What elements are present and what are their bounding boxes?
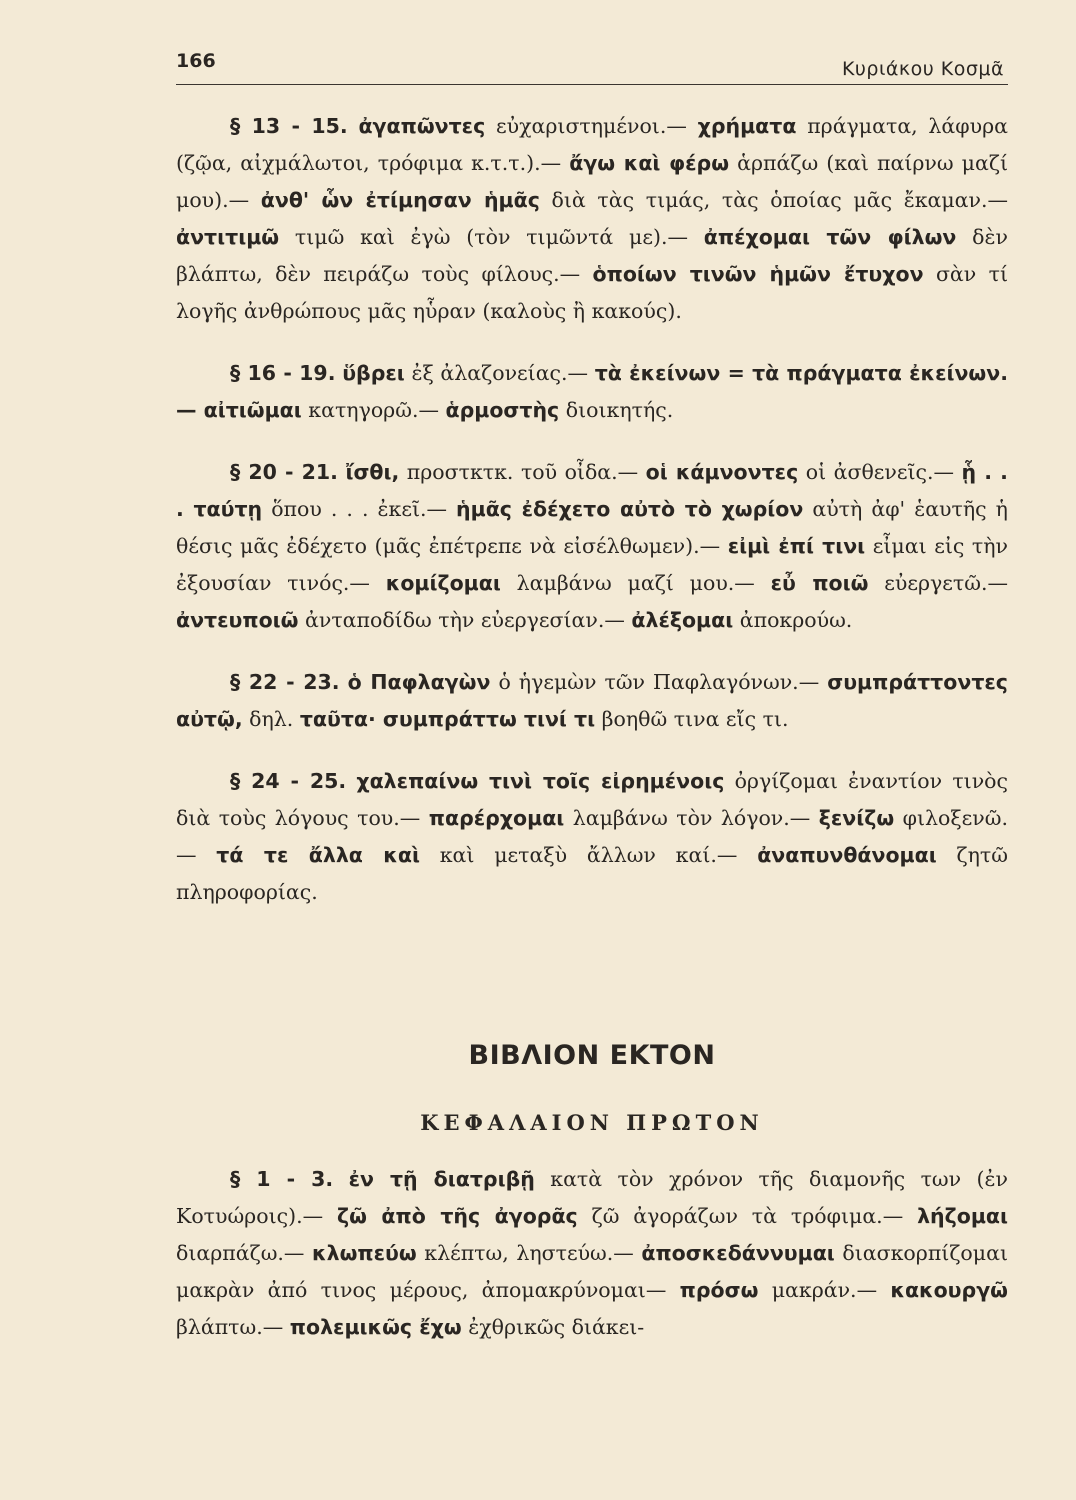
headword: ἀναπυνθάνομαι: [757, 843, 937, 867]
paragraph: [176, 108, 1008, 330]
headword: ἀλέξομαι: [631, 608, 734, 632]
headword: ἀντιτιμῶ: [176, 225, 280, 249]
gloss: εὐεργετῶ.—: [884, 571, 1008, 595]
headword: τὰ ἐκείνων = τὰ πράγματα ἐκείνων.— αἰτιῶμαι: [176, 361, 1009, 422]
gloss: προστκτκ. τοῦ οἶδα.—: [406, 460, 646, 484]
headword: πρόσω: [679, 1278, 759, 1302]
gloss: ἀποκρούω.: [739, 608, 853, 632]
section-number: § 20 - 21.: [230, 460, 338, 484]
gloss: λαμβάνω μαζί μου.—: [516, 571, 771, 595]
gloss: βλάπτω.—: [176, 1315, 290, 1339]
section-number: § 1 - 3.: [230, 1167, 334, 1191]
headword: ἀνθ' ὧν ἐτίμησαν ἡμᾶς: [260, 188, 540, 212]
page-header: [176, 48, 1008, 85]
paragraph: [176, 1161, 1008, 1346]
commentary-body: [176, 108, 1008, 936]
running-head: Κυριάκου Κοσμᾶ: [841, 58, 1004, 80]
gloss: εὐχαριστημένοι.—: [496, 114, 698, 138]
section-number: § 24 - 25.: [230, 769, 347, 793]
gloss: διὰ τὰς τιμάς, τὰς ὁποίας μᾶς ἔκαμαν.—: [551, 188, 1008, 212]
headword: ἡμᾶς ἐδέχετο αὐτὸ τὸ χωρίον: [456, 497, 804, 521]
headword: ἀγαπῶντες: [358, 114, 486, 138]
gloss: ἐξ ἀλαζονείας.—: [411, 361, 595, 385]
paragraph: [176, 763, 1008, 911]
gloss: σὰν τί λογῆς ἀνθρώπους μᾶς ηὗραν (καλοὺς ἢ κακούς).: [176, 262, 1008, 323]
gloss: κλέπτω, ληστεύω.—: [424, 1241, 642, 1265]
headword: πολεμικῶς ἔχω: [289, 1315, 462, 1339]
headword: λήζομαι: [917, 1204, 1008, 1228]
gloss: διοικητής.: [565, 398, 674, 422]
headword: οἱ κάμνοντες: [645, 460, 799, 484]
headword: ὁ Παφλαγὼν: [347, 670, 491, 694]
section-number: § 16 - 19.: [230, 361, 336, 385]
gloss: δὲν βλάπτω, δὲν πειράζω τοὺς φίλους.—: [176, 225, 1008, 286]
gloss: πράγματα, λάφυρα (ζῷα, αἰχμάλωτοι, τρόφιμα κ.τ.τ.).—: [176, 114, 1008, 175]
headword: κομίζομαι: [385, 571, 501, 595]
gloss: διασκορπίζομαι μακρὰν ἀπό τινος μέρους, ἀπομακρύνομαι—: [176, 1241, 1008, 1302]
gloss: οἱ ἀσθενεῖς.—: [805, 460, 962, 484]
headword: ἐν τῇ διατριβῇ: [348, 1167, 535, 1191]
paragraph: [176, 454, 1008, 639]
gloss: ἐχθρικῶς διάκει-: [468, 1315, 645, 1339]
gloss: κατηγορῶ.—: [308, 398, 446, 422]
headword: κακουργῶ: [890, 1278, 1008, 1302]
page-number: 166: [176, 50, 216, 72]
headword: εὖ ποιῶ: [770, 571, 869, 595]
headword: χρήματα: [697, 114, 797, 138]
headword: ἀντευποιῶ: [176, 608, 299, 632]
headword: χαλεπαίνω τινὶ τοῖς εἰρημένοις: [356, 769, 725, 793]
headword: ἁρμοστὴς: [445, 398, 560, 422]
headword: ξενίζω: [818, 806, 895, 830]
gloss: καὶ μεταξὺ ἄλλων καί.—: [439, 843, 758, 867]
gloss: ὀργίζομαι ἐναντίον τινὸς διὰ τοὺς λόγους του.—: [176, 769, 1008, 830]
chapter-title: ΚΕΦΑΛΑΙΟΝ ΠΡΩΤΟΝ: [420, 1110, 764, 1135]
section-number: § 13 - 15.: [230, 114, 348, 138]
chapter-body: [176, 1161, 1008, 1371]
headword: ζῶ ἀπὸ τῆς ἀγορᾶς: [337, 1204, 578, 1228]
gloss: κατὰ τὸν χρόνον τῆς διαμονῆς των (ἐν Κοτυώροις).—: [176, 1167, 1008, 1228]
gloss: αὐτὴ ἀφ' ἑαυτῆς ἡ θέσις μᾶς ἐδέχετο (μᾶς ἐπέτρεπε νὰ εἰσέλθωμεν).—: [176, 497, 1008, 558]
section-number: § 22 - 23.: [230, 670, 340, 694]
headword: ἴσθι,: [345, 460, 400, 484]
gloss: ἀνταποδίδω τὴν εὐεργεσίαν.—: [305, 608, 632, 632]
gloss: μακράν.—: [771, 1278, 891, 1302]
headword: ἀπέχομαι τῶν φίλων: [703, 225, 957, 249]
headword: ἀποσκεδάννυμαι: [641, 1241, 835, 1265]
book-title: ΒΙΒΛΙΟΝ ΕΚΤΟΝ: [468, 1040, 716, 1071]
gloss: δηλ.: [249, 707, 300, 731]
headword: ταῦτα· συμπράττω τινί τι: [299, 707, 596, 731]
gloss: ὅπου . . . ἐκεῖ.—: [271, 497, 457, 521]
headword: ὕβρει: [342, 361, 405, 385]
gloss: ζῶ ἀγοράζων τὰ τρόφιμα.—: [591, 1204, 918, 1228]
gloss: τιμῶ καὶ ἐγὼ (τὸν τιμῶντά με).—: [294, 225, 704, 249]
headword: ᾗ . . . ταύτῃ: [176, 460, 1008, 521]
headword: ὁποίων τινῶν ἡμῶν ἔτυχον: [592, 262, 924, 286]
paragraph: [176, 355, 1008, 429]
headword: κλωπεύω: [312, 1241, 417, 1265]
paragraph: [176, 664, 1008, 738]
gloss: λαμβάνω τὸν λόγον.—: [572, 806, 819, 830]
gloss: εἶμαι εἰς τὴν ἐξουσίαν τινός.—: [176, 534, 1008, 595]
gloss: βοηθῶ τινα εἴς τι.: [601, 707, 789, 731]
gloss: φιλοξενῶ.—: [176, 806, 1008, 867]
gloss: ζητῶ πληροφορίας.: [176, 843, 1008, 904]
gloss: ὁ ἡγεμὼν τῶν Παφλαγόνων.—: [498, 670, 828, 694]
headword: συμπράττοντες αὐτῷ,: [176, 670, 1008, 731]
headword: εἰμὶ ἐπί τινι: [727, 534, 866, 558]
headword: ἄγω καὶ φέρω: [569, 151, 730, 175]
headword: παρέρχομαι: [428, 806, 565, 830]
gloss: διαρπάζω.—: [176, 1241, 313, 1265]
gloss: ἁρπάζω (καὶ παίρνω μαζί μου).—: [176, 151, 1008, 212]
headword: τά τε ἄλλα καὶ: [216, 843, 420, 867]
